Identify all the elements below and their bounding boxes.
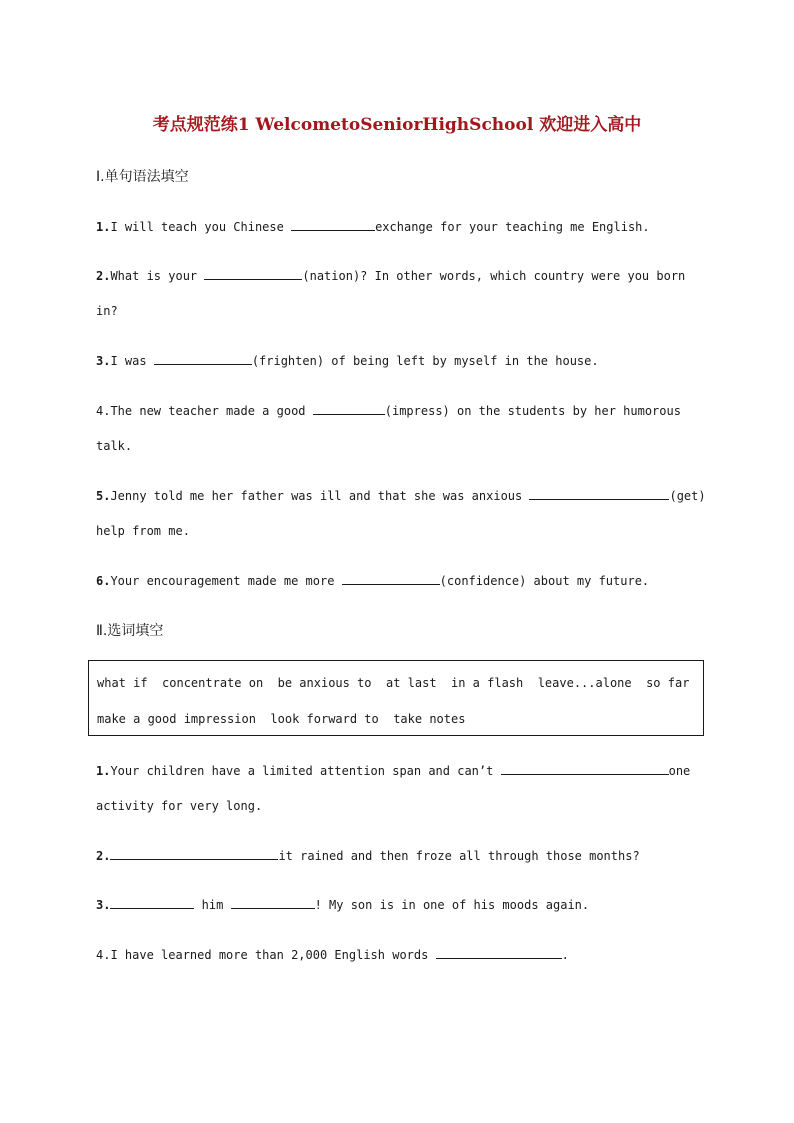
- word-bank-row-2: make a good impression look forward to take notes: [97, 712, 466, 726]
- answer-blank[interactable]: [231, 896, 315, 909]
- question-number: 1.: [96, 220, 111, 234]
- question-text-after: (get): [669, 489, 706, 503]
- question-number: 6.: [96, 574, 111, 588]
- question-text-before: I was: [110, 354, 154, 368]
- section-heading-word-choice: Ⅱ.选词填空: [96, 623, 164, 639]
- question-number: 2.: [96, 269, 111, 283]
- question-2-3: [96, 896, 589, 913]
- word-bank-box: [88, 660, 704, 736]
- question-1-4-continued: talk.: [96, 439, 133, 453]
- question-text-before: What is your: [110, 269, 205, 283]
- question-1-2: [96, 267, 685, 284]
- question-number: 1.: [96, 764, 111, 778]
- answer-blank[interactable]: [313, 402, 385, 415]
- question-1-5: [96, 487, 706, 504]
- answer-blank[interactable]: [110, 896, 194, 909]
- question-1-6: [96, 572, 649, 589]
- answer-blank[interactable]: [110, 847, 278, 860]
- question-text-before: I have learned more than 2,000 English words: [110, 948, 436, 962]
- page-title: 考点规范练1 WelcometoSeniorHighSchool 欢迎进入高中: [152, 115, 642, 135]
- question-text-before: Your children have a limited attention span and can’t: [110, 764, 501, 778]
- question-text-after: it rained and then froze all through those months?: [278, 849, 640, 863]
- question-number: 4.: [96, 948, 111, 962]
- question-1-1: [96, 218, 650, 235]
- question-2-1-continued: activity for very long.: [96, 799, 263, 813]
- question-2-1: [96, 762, 690, 779]
- question-text-after: .: [561, 948, 569, 962]
- answer-blank[interactable]: [154, 352, 252, 365]
- question-number: 4.: [96, 404, 111, 418]
- question-number: 5.: [96, 489, 111, 503]
- question-text-before: Your encouragement made me more: [110, 574, 342, 588]
- question-text-after: ! My son is in one of his moods again.: [314, 898, 590, 912]
- question-1-5-continued: help from me.: [96, 524, 190, 538]
- answer-blank[interactable]: [436, 946, 562, 959]
- answer-blank[interactable]: [529, 487, 669, 500]
- question-text-before: Jenny told me her father was ill and that she was anxious: [110, 489, 530, 503]
- question-number: 3.: [96, 354, 111, 368]
- question-text-before: The new teacher made a good: [110, 404, 313, 418]
- question-1-2-continued: in?: [96, 304, 118, 318]
- question-1-4: [96, 402, 681, 419]
- answer-blank[interactable]: [342, 572, 440, 585]
- question-number: 2.: [96, 849, 111, 863]
- question-text-after: (impress) on the students by her humorous: [384, 404, 681, 418]
- question-text-after: one: [668, 764, 691, 778]
- question-text-after: (frighten) of being left by myself in the house.: [251, 354, 599, 368]
- answer-blank[interactable]: [204, 267, 302, 280]
- word-bank-row-1: what if concentrate on be anxious to at last in a flash leave...alone so far: [97, 676, 690, 690]
- answer-blank[interactable]: [291, 218, 375, 231]
- question-text-after: (confidence) about my future.: [439, 574, 650, 588]
- question-text-after: (nation)? In other words, which country were you born: [302, 269, 686, 283]
- answer-blank[interactable]: [501, 762, 669, 775]
- question-text-middle: him: [194, 898, 231, 912]
- section-heading-grammar: Ⅰ.单句语法填空: [96, 169, 189, 185]
- question-text-after: exchange for your teaching me English.: [375, 220, 650, 234]
- question-number: 3.: [96, 898, 111, 912]
- question-1-3: [96, 352, 599, 369]
- question-2-4: [96, 946, 569, 963]
- question-text-before: I will teach you Chinese: [110, 220, 292, 234]
- question-2-2: [96, 847, 640, 864]
